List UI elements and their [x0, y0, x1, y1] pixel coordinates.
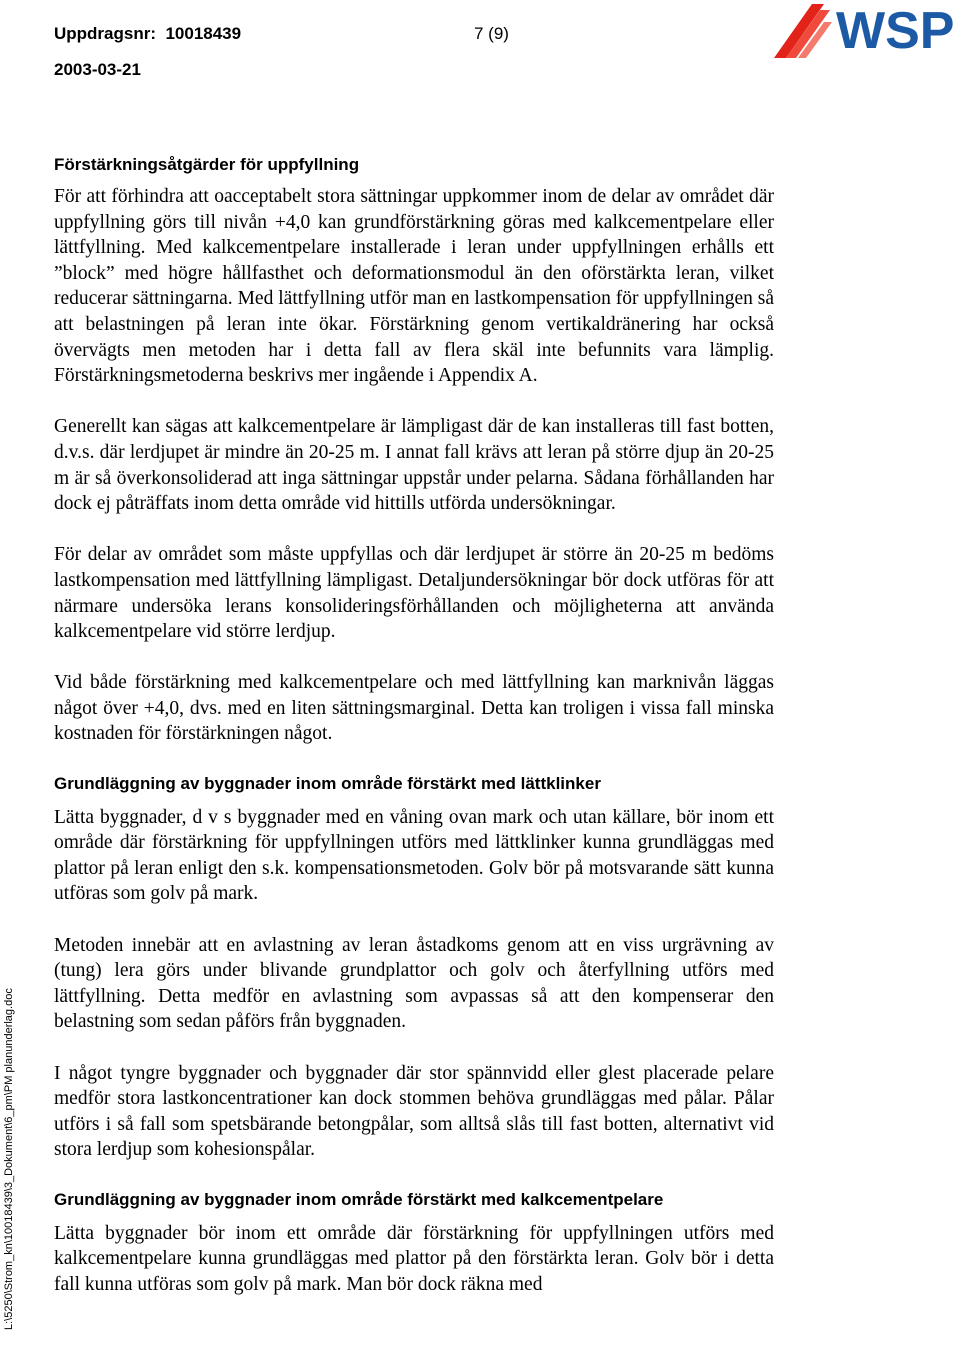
project-number-label: [54, 24, 241, 44]
file-path-margin: L:\5250\Strom_kn\10018439\3_Dokument\6_pm\PM planunderlag.doc: [3, 988, 15, 1330]
paragraph: Lätta byggnader, d v s byggnader med en våning ovan mark och utan källare, bör inom ett område där förstärkning för uppfyllningen utförs med lättklinker kunna grundläggas med plattor på leran enligt den s.k. kompensationsmetoden. Golv bör på motsvarande sätt kunna utföras som golv på mark.: [54, 806, 774, 905]
project-label: Uppdragsnr:: [54, 24, 156, 43]
logo-text: WSP: [836, 2, 955, 60]
paragraph: Generellt kan sägas att kalkcementpelare är lämpligast där de kan installeras till fast botten, d.v.s. där lerdjupet är mindre än 20-25 m. I annat fall krävs att leran på större djup än 20-25 m är så överkonsoliderad att inga sättningar uppstår under pelarna. Sådana förhållanden har dock ej påträffats inom detta område vid hittills utförda undersökningar.: [54, 416, 774, 515]
document-date: 2003-03-21: [54, 60, 141, 79]
document-body: [54, 154, 774, 1323]
paragraph: Vid både förstärkning med kalkcementpelare och med lättfyllning kan marknivån läggas något över +4,0, dvs. med en liten sättningsmarginal. Detta kan troligen i vissa fall minska kostnaden för förstärkningen något.: [54, 672, 774, 745]
paragraph: Lätta byggnader bör inom ett område där förstärkning för uppfyllningen utförs med kalkcementpelare kunna grundläggas med plattor på den förstärkta leran. Golv bör i detta fall kunna utföras som golv på mark. Man bör dock räkna med: [54, 1222, 774, 1295]
paragraph: I något tyngre byggnader och byggnader där stor spännvidd eller glest placerade pelare medför stora lastkoncentrationer kan dock stommen behöva grundläggas med pålar. Pålar utförs i så fall som spetsbärande betongpålar, som alltså slås till fast botten, alternativt vid stora lerdjup som kohesionspålar.: [54, 1062, 774, 1161]
project-number: 10018439: [165, 24, 242, 43]
section-heading-lime-cement-columns: Grundläggning av byggnader inom område förstärkt med kalkcementpelare: [54, 1189, 664, 1209]
section-heading-reinforcement: Förstärkningsåtgärder för uppfyllning: [54, 155, 360, 174]
wsp-logo: [772, 0, 960, 62]
section-heading-lightweight-clinker: Grundläggning av byggnader inom område förstärkt med lättklinker: [54, 773, 601, 793]
page-number: 7 (9): [474, 24, 509, 43]
paragraph: För att förhindra att oacceptabelt stora sättningar uppkommer inom de delar av området där uppfyllning görs till nivån +4,0 kan grundförstärkning göras med kalkcementpelare eller lättfyllning. Med kalkcementpelare installerade i leran under uppfyllningen erhålls ett ”block” med högre hållfasthet och deformationsmodul än den oförstärkta leran, vilket reducerar sättningarna. Med lättfyllning utför man en lastkompensation för uppfyllningen så att belastningen på leran inte ökar. Förstärkning genom vertikaldränering har också övervägts men metoden har i detta fall av flera skäl inte befunnits vara lämplig. Förstärkningsmetoderna beskrivs mer ingående i Appendix A.: [54, 186, 774, 387]
paragraph: Metoden innebär att en avlastning av leran åstadkoms genom att en viss urgrävning av (tung) lera görs under blivande grundplattor och golv och återfyllning utförs med lättfyllning. Detta medför en avlastning som avpassas så att den kompenserar den belastning som sedan påförs från byggnaden.: [54, 934, 774, 1033]
paragraph: För delar av området som måste uppfyllas och där lerdjupet är större än 20-25 m bedöms lastkompensation med lättfyllning lämpligast. Detaljundersökningar bör dock utföras för att närmare undersöka lerans konsolideringsförhållanden och möjligheterna att använda kalkcementpelare vid större lerdjup.: [54, 544, 774, 643]
